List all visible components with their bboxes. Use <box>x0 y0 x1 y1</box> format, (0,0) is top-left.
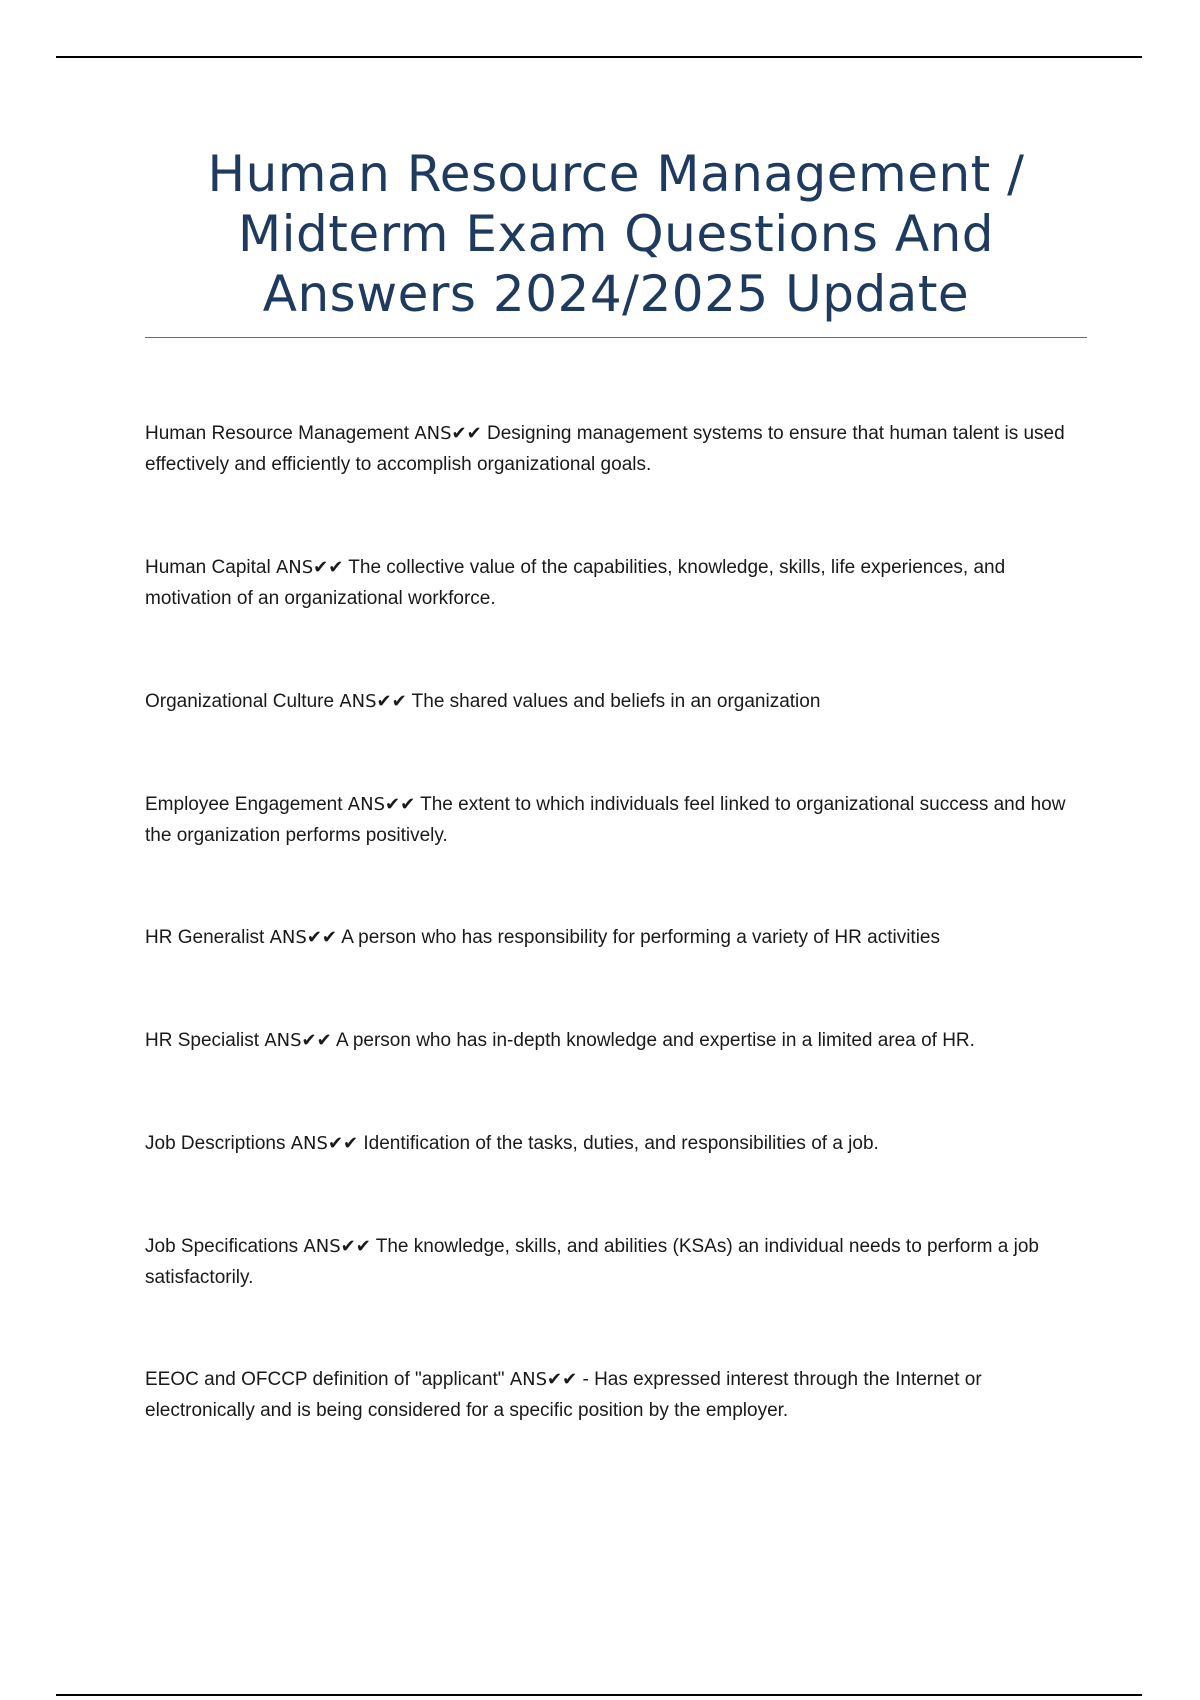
entry-term: Job Descriptions <box>145 1133 286 1154</box>
qa-entry <box>145 789 1095 851</box>
entry-definition: The extent to which individuals feel linked to organizational success and how the organization performs positively. <box>145 794 1066 846</box>
entry-term: Organizational Culture <box>145 691 335 712</box>
title-underline <box>145 337 1087 338</box>
entry-definition: Identification of the tasks, duties, and responsibilities of a job. <box>363 1133 879 1154</box>
entry-definition: The shared values and beliefs in an organization <box>411 691 821 712</box>
qa-entry <box>145 552 1095 614</box>
entry-definition: The knowledge, skills, and abilities (KSAs) an individual needs to perform a job satisfactorily. <box>145 1236 1039 1288</box>
page-top-rule <box>56 56 1142 58</box>
entry-term: EEOC and OFCCP definition of "applicant" <box>145 1369 505 1390</box>
entry-term: Job Specifications <box>145 1236 299 1257</box>
qa-entry <box>145 1025 1095 1056</box>
qa-entry <box>145 418 1095 480</box>
entry-definition: A person who has responsibility for performing a variety of HR activities <box>341 927 940 948</box>
answer-marker: ANS✔✔ <box>347 794 416 815</box>
answer-marker: ANS✔✔ <box>303 1236 371 1257</box>
qa-entry <box>145 1231 1095 1293</box>
answer-marker: ANS✔✔ <box>275 557 344 578</box>
answer-marker: ANS✔✔ <box>509 1369 578 1390</box>
answer-marker: ANS✔✔ <box>339 691 407 712</box>
qa-entry <box>145 1128 1095 1159</box>
entry-term: HR Generalist <box>145 927 265 948</box>
entry-term: HR Specialist <box>145 1030 260 1051</box>
answer-marker: ANS✔✔ <box>414 423 482 444</box>
entry-definition: The collective value of the capabilities, knowledge, skills, life experiences, and motivation of an organizational workforce. <box>145 557 1006 609</box>
entry-term: Human Capital <box>145 557 271 578</box>
answer-marker: ANS✔✔ <box>264 1030 332 1051</box>
entry-definition: - Has expressed interest through the Internet or electronically and is being considered for a specific position by the employer. <box>145 1369 982 1421</box>
entry-term: Employee Engagement <box>145 794 343 815</box>
entry-term: Human Resource Management <box>145 423 410 444</box>
qa-entry <box>145 922 1095 953</box>
entry-definition: Designing management systems to ensure that human talent is used effectively and efficiently to accomplish organizational goals. <box>145 423 1065 475</box>
answer-marker: ANS✔✔ <box>269 927 337 948</box>
qa-entry <box>145 686 1095 717</box>
answer-marker: ANS✔✔ <box>290 1133 359 1154</box>
document-title: Human Resource Management / Midterm Exam Questions And Answers 2024/2025 Update <box>207 145 1025 323</box>
page-bottom-rule <box>56 1694 1142 1696</box>
qa-entry <box>145 1364 1095 1426</box>
entry-definition: A person who has in-depth knowledge and expertise in a limited area of HR. <box>335 1030 975 1051</box>
